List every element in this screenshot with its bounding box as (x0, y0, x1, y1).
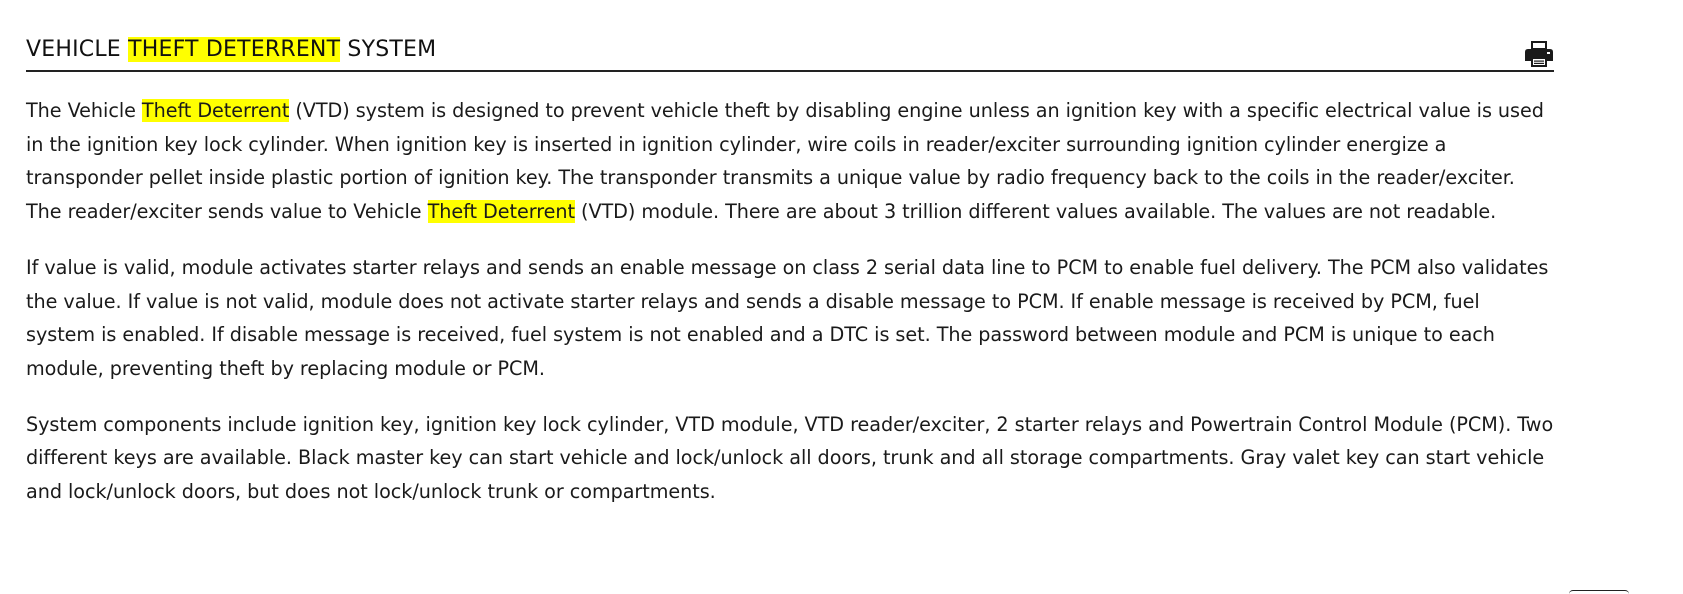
title-text-post: SYSTEM (340, 37, 437, 62)
para1-text-c: (VTD) module. There are about 3 trillion different values available. The values are not readable. (574, 200, 1497, 224)
section-header (26, 0, 1554, 72)
search-highlight: Theft Deterrent (141, 99, 290, 122)
para1-text-b: (VTD) system is designed to prevent vehicle theft by disabling engine unless an ignition key with a specific electrical value is used in the ignition key lock cylinder. When ignition key is inserted in ignition cylinder, wire coils in reader/exciter surrounding ignition cylinder energize a transponder pellet inside plastic portion of ignition key. The transponder transmits a unique value by radio frequency back to the coils in the reader/exciter. The reader/exciter sends value to Vehicle (26, 99, 1544, 224)
paragraph-components: System components include ignition key, ignition key lock cylinder, VTD module, VTD reader/exciter, 2 starter relays and Powertrain Control Module (PCM). Two different keys are available. Black master key can start vehicle and lock/unlock all doors, trunk and all storage compartments. Gray valet key can start vehicle and lock/unlock doors, but does not lock/unlock trunk or compartments. (26, 412, 1554, 504)
printer-icon (1524, 40, 1554, 68)
print-button[interactable] (1524, 40, 1554, 68)
article-body (26, 94, 1554, 531)
paragraph-validation: If value is valid, module activates starter relays and sends an enable message on class 2 serial data line to PCM to enable fuel delivery. The PCM also validates the value. If value is not valid, module does not activate starter relays and sends a disable message to PCM. If enable message is received by PCM, fuel system is enabled. If disable message is received, fuel system is not enabled and a DTC is set. The password between module and PCM is unique to each module, preventing theft by replacing module or PCM. (26, 255, 1549, 380)
search-highlight: Theft Deterrent (427, 200, 575, 224)
document-page (26, 0, 1554, 504)
scroll-to-top-tab[interactable] (1569, 590, 1629, 594)
paragraph-vtd-overview (26, 94, 1554, 229)
section-title (26, 36, 436, 64)
title-search-highlight: THEFT DETERRENT (128, 37, 341, 62)
title-text-pre: VEHICLE (26, 37, 129, 62)
para1-text-a: The Vehicle (26, 99, 142, 122)
